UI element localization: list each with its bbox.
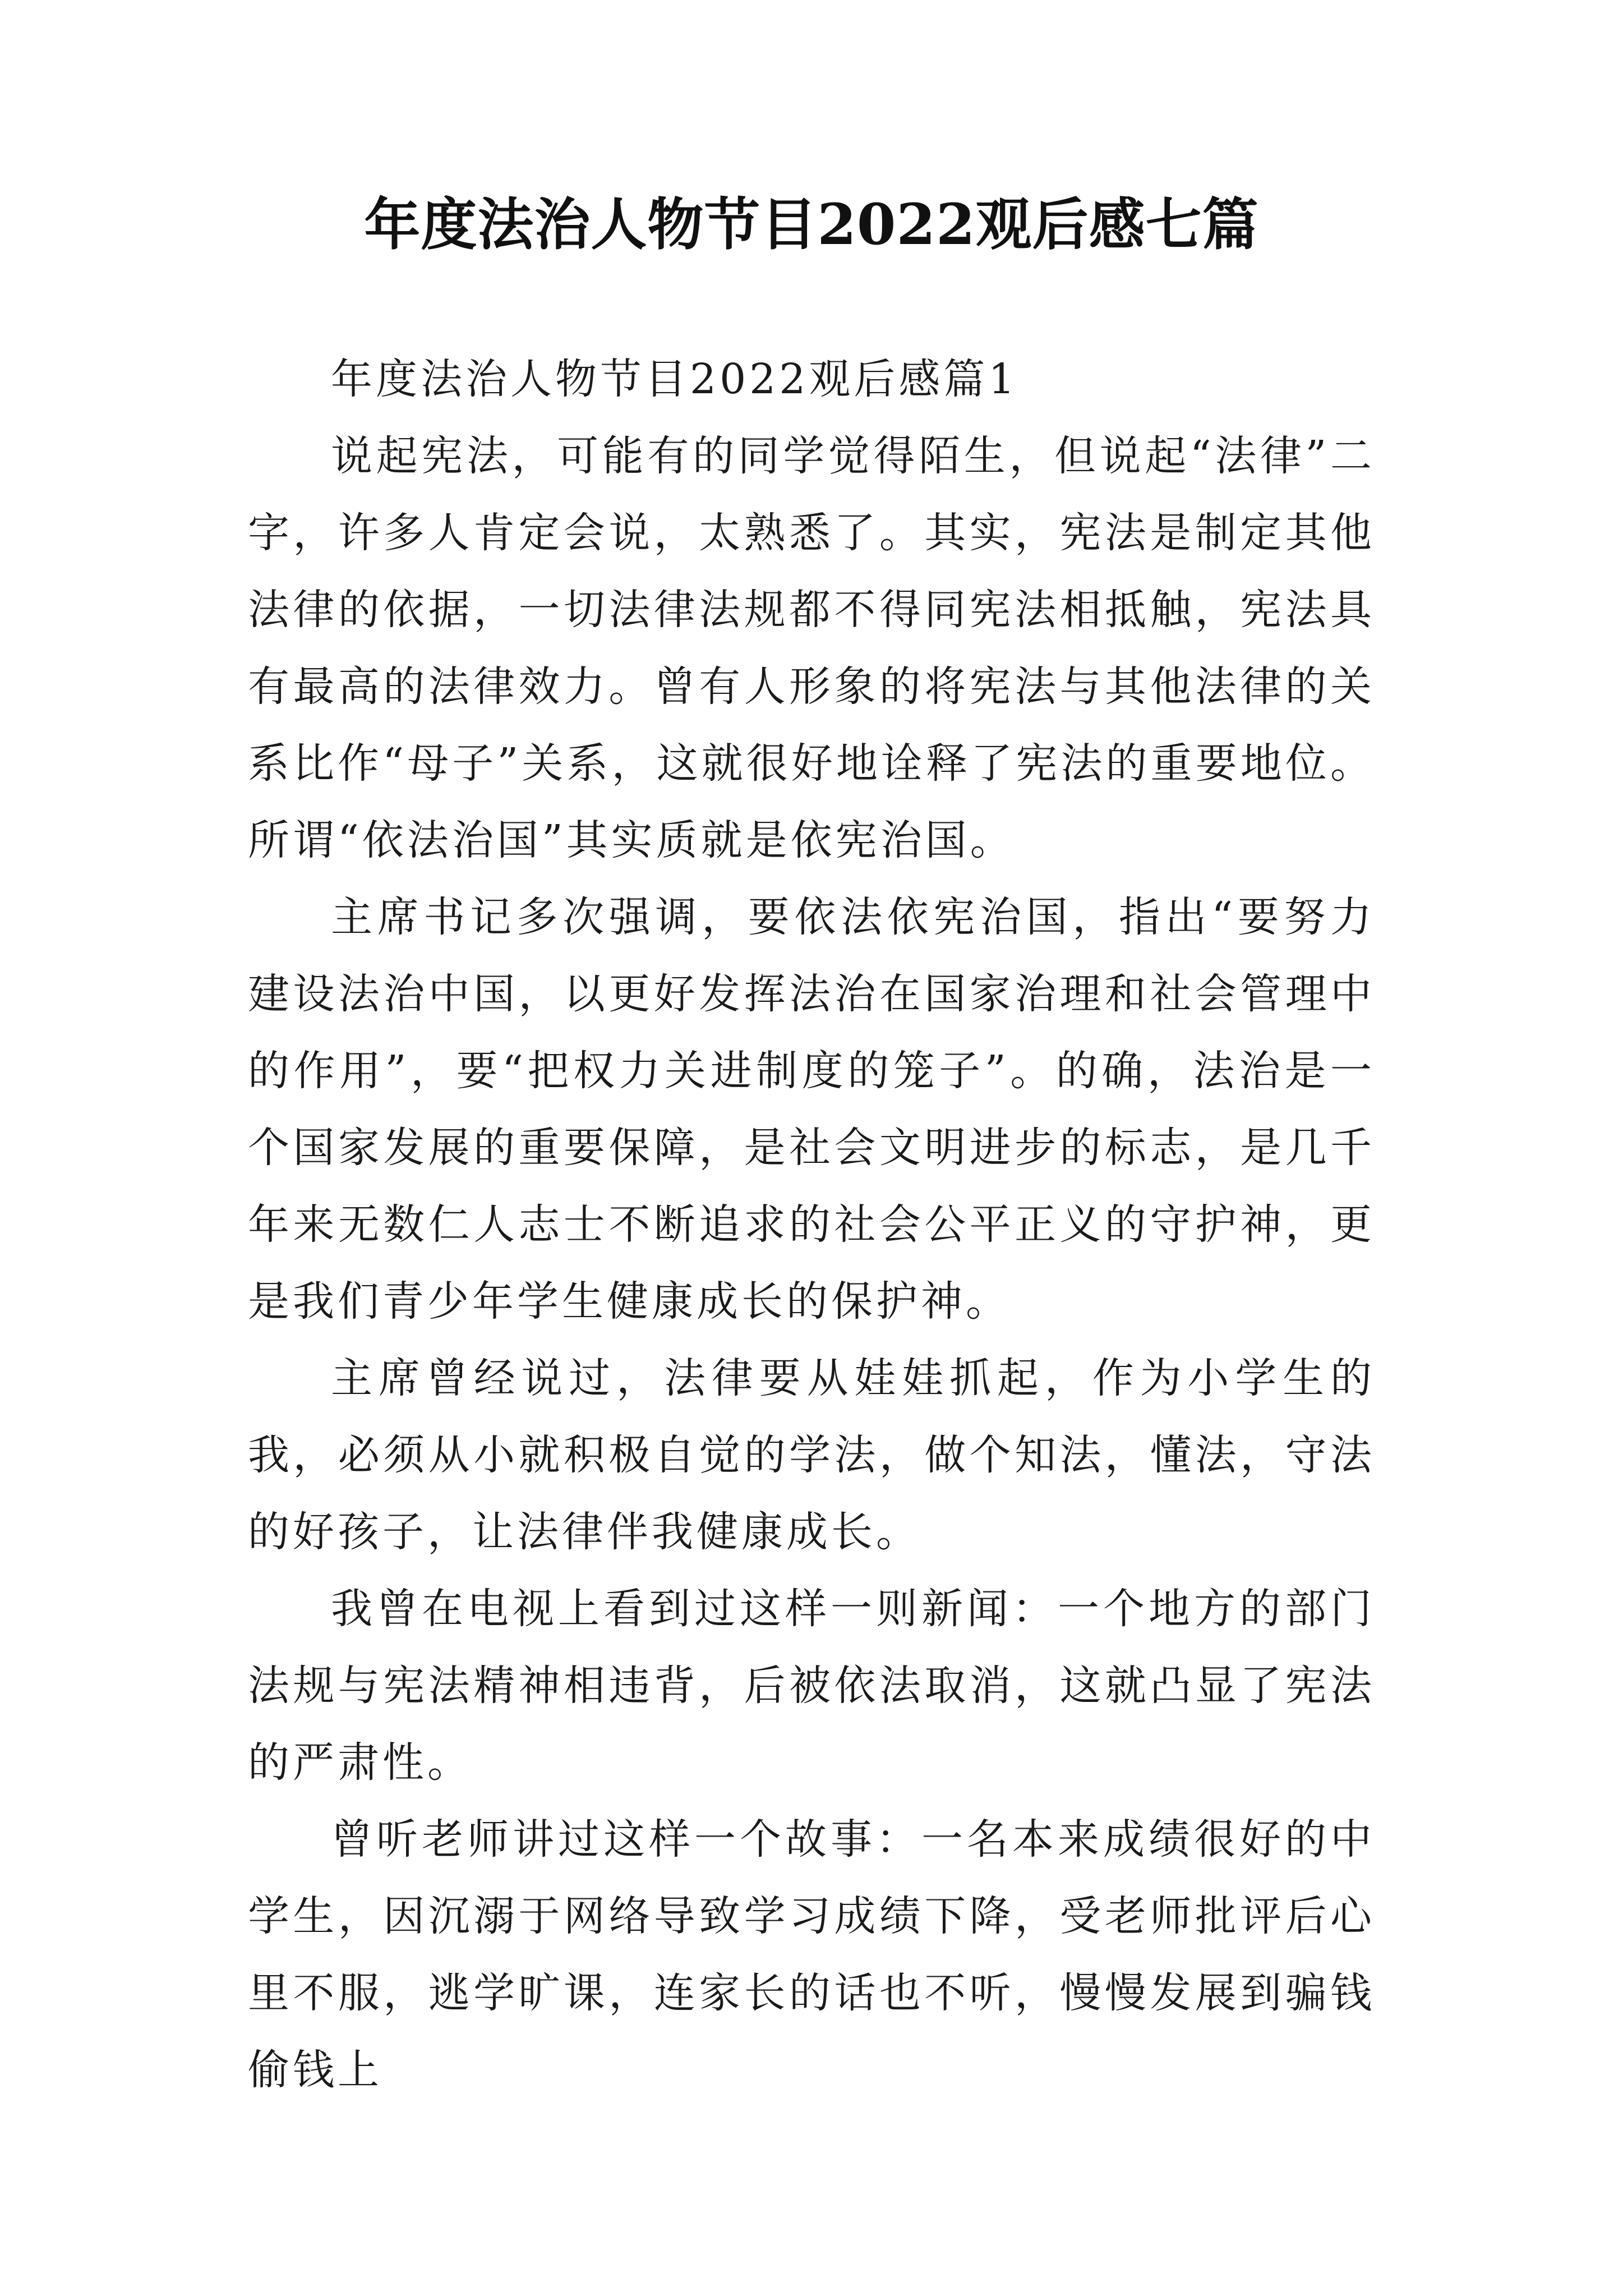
paragraph-3: 主席曾经说过，法律要从娃娃抓起，作为小学生的我，必须从小就积极自觉的学法，做个知法，懂法，守法的好孩子，让法律伴我健康成长。: [248, 1354, 1375, 1556]
paragraph-5: 曾听老师讲过这样一个故事：一名本来成绩很好的中学生，因沉溺于网络导致学习成绩下降，受老师批评后心里不服，逃学旷课，连家长的话也不听，慢慢发展到骗钱偷钱上: [248, 1815, 1375, 2094]
paragraph-4: 我曾在电视上看到过这样一则新闻：一个地方的部门法规与宪法精神相违背，后被依法取消，这就凸显了宪法的严肃性。: [248, 1585, 1375, 1787]
document-title: 年度法治人物节目2022观后感七篇: [364, 191, 1259, 257]
paragraph-1: 说起宪法，可能有的同学觉得陌生，但说起“法律”二字，许多人肯定会说，太熟悉了。其实，宪法是制定其他法律的依据，一切法律法规都不得同宪法相抵触，宪法具有最高的法律效力。曾有人形象的将宪法与其他法律的关系比作“母子”关系，这就很好地诠释了宪法的重要地位。所谓“依法治国”其实质就是依宪治国。: [248, 432, 1375, 864]
document-body: [248, 341, 1375, 2109]
paragraph-2: 主席书记多次强调，要依法依宪治国，指出“要努力建设法治中国，以更好发挥法治在国家治理和社会管理中的作用”，要“把权力关进制度的笼子”。的确，法治是一个国家发展的重要保障，是社会文明进步的标志，是几千年来无数仁人志士不断追求的社会公平正义的守护神，更是我们青少年学生健康成长的保护神。: [248, 893, 1375, 1326]
section-heading: 年度法治人物节目2022观后感篇1: [331, 355, 1018, 403]
